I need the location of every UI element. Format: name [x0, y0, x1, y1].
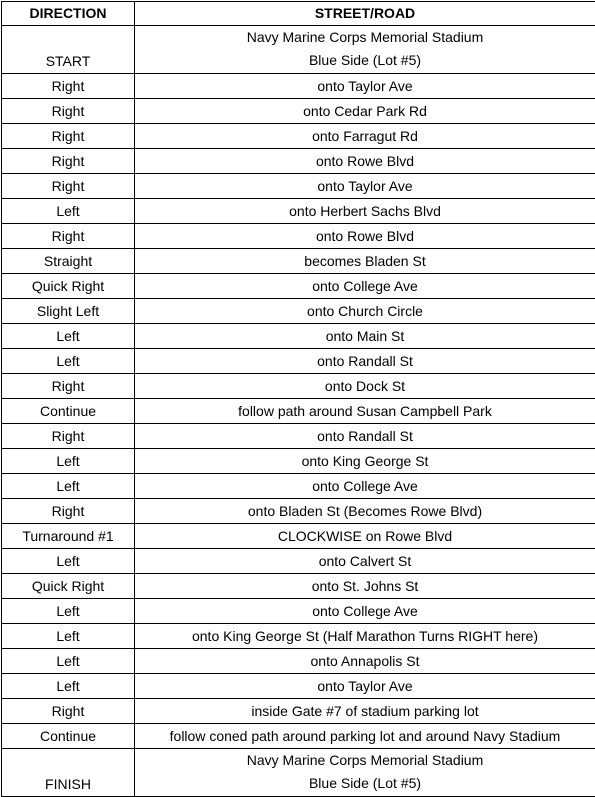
table-row — [2, 674, 595, 699]
table-row — [2, 574, 595, 599]
table-row — [2, 474, 595, 499]
street-cell: onto Rowe Blvd — [135, 224, 595, 249]
street-cell: onto Taylor Ave — [135, 74, 595, 99]
table-row — [2, 149, 595, 174]
table-row — [2, 724, 595, 749]
table-row — [2, 224, 595, 249]
finish-location — [135, 749, 595, 797]
street-cell: CLOCKWISE on Rowe Blvd — [135, 524, 595, 549]
direction-cell: Left — [2, 199, 135, 224]
street-cell: onto Taylor Ave — [135, 674, 595, 699]
street-cell: onto College Ave — [135, 474, 595, 499]
direction-cell: Turnaround #1 — [2, 524, 135, 549]
direction-cell: Right — [2, 499, 135, 524]
table-row — [2, 624, 595, 649]
direction-cell: Quick Right — [2, 274, 135, 299]
direction-cell: Continue — [2, 399, 135, 424]
street-cell: onto King George St (Half Marathon Turns RIGHT here) — [135, 624, 595, 649]
direction-cell: Right — [2, 699, 135, 724]
table-row — [2, 199, 595, 224]
table-row — [2, 649, 595, 674]
direction-cell: Continue — [2, 724, 135, 749]
direction-cell: Right — [2, 424, 135, 449]
direction-cell: Right — [2, 149, 135, 174]
table-row — [2, 299, 595, 324]
direction-cell: Left — [2, 324, 135, 349]
direction-cell: Left — [2, 599, 135, 624]
street-cell: onto College Ave — [135, 274, 595, 299]
direction-cell: Right — [2, 374, 135, 399]
table-row — [2, 424, 595, 449]
street-cell: follow coned path around parking lot and around Navy Stadium — [135, 724, 595, 749]
street-cell: onto Rowe Blvd — [135, 149, 595, 174]
table-row — [2, 124, 595, 149]
direction-cell: Left — [2, 649, 135, 674]
street-cell: onto Farragut Rd — [135, 124, 595, 149]
start-location — [135, 26, 595, 74]
table-row — [2, 524, 595, 549]
direction-cell: Right — [2, 124, 135, 149]
table-row — [2, 249, 595, 274]
direction-cell: Right — [2, 74, 135, 99]
direction-cell: Left — [2, 549, 135, 574]
street-cell: follow path around Susan Campbell Park — [135, 399, 595, 424]
direction-cell: Left — [2, 674, 135, 699]
direction-cell: Straight — [2, 249, 135, 274]
street-cell: onto Church Circle — [135, 299, 595, 324]
table-row — [2, 374, 595, 399]
direction-cell: Right — [2, 224, 135, 249]
table-row — [2, 99, 595, 124]
finish-location-line1: Navy Marine Corps Memorial Stadium — [137, 749, 593, 772]
street-cell: onto Randall St — [135, 424, 595, 449]
direction-cell: Right — [2, 174, 135, 199]
direction-cell: Left — [2, 624, 135, 649]
table-row — [2, 549, 595, 574]
direction-column-header: DIRECTION — [2, 2, 135, 26]
finish-row — [2, 749, 595, 797]
table-row — [2, 349, 595, 374]
direction-cell: Left — [2, 474, 135, 499]
start-direction: START — [2, 26, 135, 74]
finish-direction: FINISH — [2, 749, 135, 797]
street-cell: onto St. Johns St — [135, 574, 595, 599]
start-location-line2: Blue Side (Lot #5) — [137, 49, 593, 72]
street-cell: onto Main St — [135, 324, 595, 349]
street-cell: onto College Ave — [135, 599, 595, 624]
street-cell: inside Gate #7 of stadium parking lot — [135, 699, 595, 724]
street-cell: onto Cedar Park Rd — [135, 99, 595, 124]
header-row — [2, 2, 595, 26]
start-location-line1: Navy Marine Corps Memorial Stadium — [137, 26, 593, 49]
table-row — [2, 699, 595, 724]
street-cell: onto Herbert Sachs Blvd — [135, 199, 595, 224]
street-cell: onto Randall St — [135, 349, 595, 374]
street-cell: onto King George St — [135, 449, 595, 474]
street-cell: onto Dock St — [135, 374, 595, 399]
table-row — [2, 599, 595, 624]
street-cell: onto Annapolis St — [135, 649, 595, 674]
start-row — [2, 26, 595, 74]
street-cell: onto Taylor Ave — [135, 174, 595, 199]
table-row — [2, 74, 595, 99]
table-row — [2, 499, 595, 524]
direction-cell: Right — [2, 99, 135, 124]
table-row — [2, 399, 595, 424]
direction-cell: Left — [2, 449, 135, 474]
table-row — [2, 174, 595, 199]
direction-cell: Slight Left — [2, 299, 135, 324]
street-cell: onto Bladen St (Becomes Rowe Blvd) — [135, 499, 595, 524]
direction-cell: Left — [2, 349, 135, 374]
table-row — [2, 324, 595, 349]
directions-table — [1, 1, 595, 797]
street-column-header: STREET/ROAD — [135, 2, 595, 26]
table-row — [2, 449, 595, 474]
street-cell: becomes Bladen St — [135, 249, 595, 274]
table-row — [2, 274, 595, 299]
direction-cell: Quick Right — [2, 574, 135, 599]
street-cell: onto Calvert St — [135, 549, 595, 574]
finish-location-line2: Blue Side (Lot #5) — [137, 772, 593, 795]
